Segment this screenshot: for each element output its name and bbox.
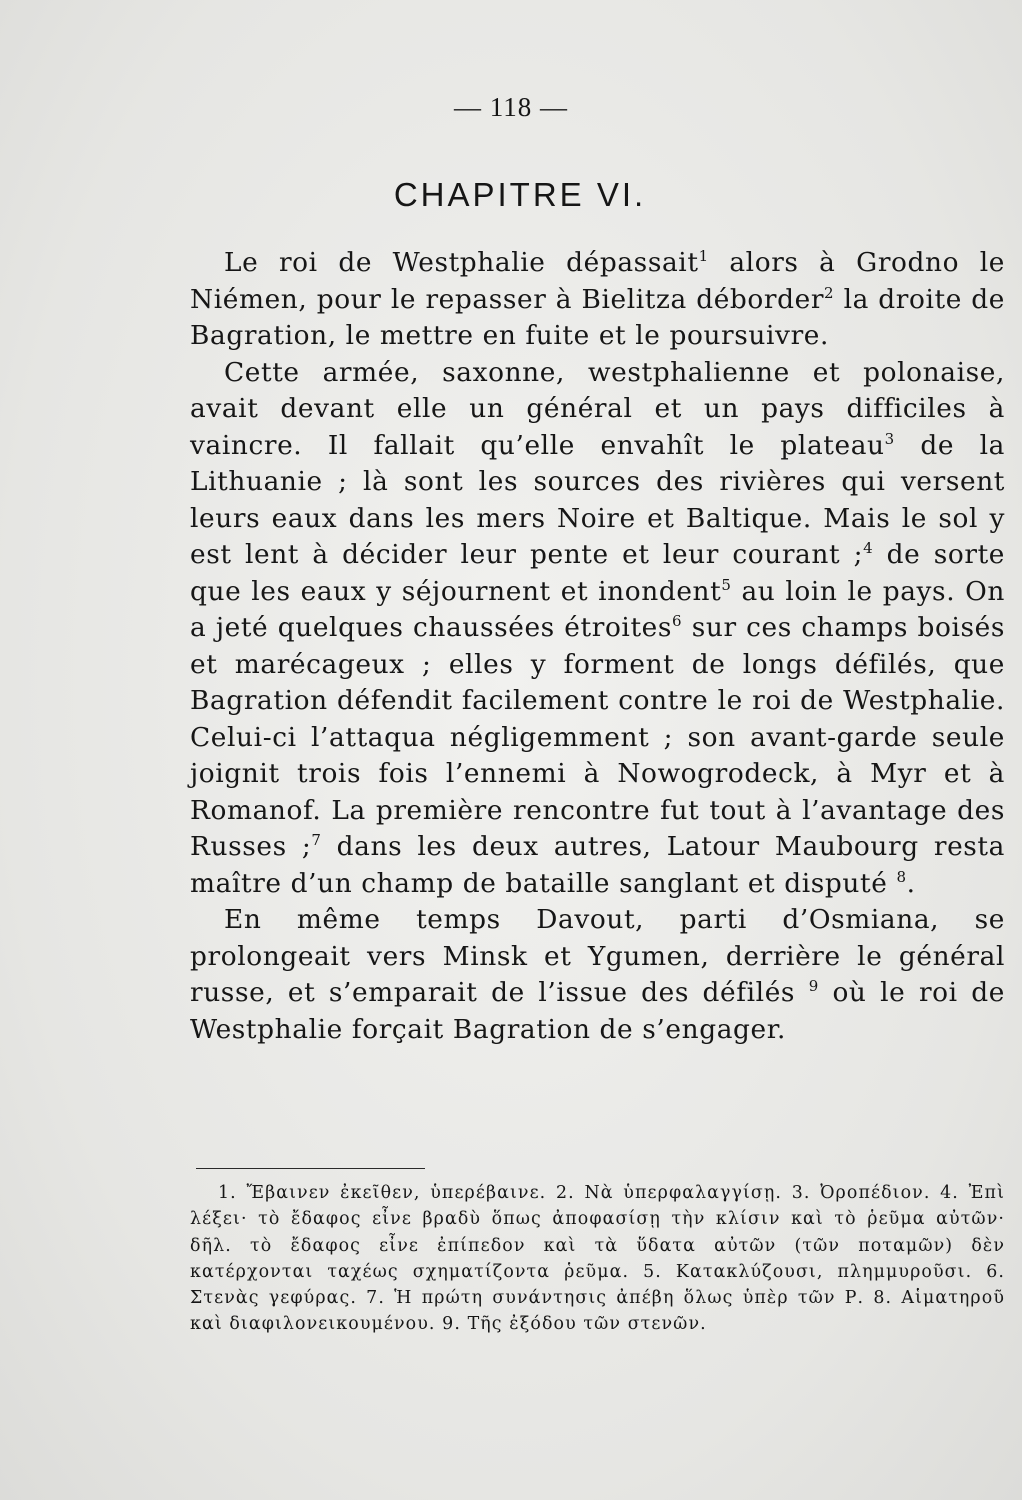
text-segment: alors à Grodno le Niémen, pour le repasser à Bielitza déborder [190, 247, 1005, 315]
text-segment: au loin le pays. On a jeté quelques chaussées étroites [190, 575, 1005, 643]
note-ref-1: 1 [698, 247, 709, 265]
note-ref-2: 2 [824, 283, 835, 302]
paragraph-1 [190, 245, 1005, 355]
page-number: — 118 — [454, 92, 568, 122]
text-segment: de la Lithuanie ; là sont les sources des rivières qui versent leurs eaux dans les mers Noire et Baltique. Mais le sol y est lent à décider leur pente et leur courant ; [190, 429, 1006, 570]
text-segment: dans les deux autres, Latour Maubourg resta maître d’un champ de bataille sanglant et disputé [190, 831, 1005, 899]
note-ref-7: 7 [311, 831, 322, 849]
note-ref-8: 8 [896, 867, 907, 886]
note-ref-3: 3 [884, 429, 895, 448]
note-ref-4: 4 [863, 539, 874, 557]
footnote-divider [196, 1168, 425, 1169]
text-segment: la droite de Bagration, le mettre en fuite et le poursuivre. [190, 283, 1006, 351]
text-segment: En même temps Davout, parti d’Osmiana, se prolongeait vers Minsk et Ygumen, derrière le général russe, et s’emparait de l’issue des défilés [190, 904, 1005, 1008]
text-segment: Le roi de Westphalie dépassait [224, 247, 699, 278]
note-ref-9: 9 [808, 977, 819, 995]
footnotes: 1. Ἔβαινεν ἐκεῖθεν, ὑπερέβαινε. 2. Νὰ ὑπερφαλαγγίσῃ. 3. Ὀροπέδιον. 4. Ἐπὶ λέξει· τὸ ἔδαφος εἶνε βραδὺ ὅπως ἀποφασίσῃ τὴν κλίσιν καὶ τὸ ῥεῦμα αὐτῶν· δῆλ. τὸ ἔδαφος εἶνε ἐπίπεδον καὶ τὰ ὕδατα αὐτῶν (τῶν ποταμῶν) δὲν κατέρχονται ταχέως σχηματίζοντα ῥεῦμα. 5. Κατακλύζουσι, πλημμυροῦσι. 6. Στενὰς γεφύρας. 7. Ἡ πρώτη συνάντησις ἀπέβη ὅλως ὑπὲρ τῶν Ρ. 8. Αἱματηροῦ καὶ διαφιλονεικουμένου. 9. Τῆς ἐξόδου τῶν στενῶν. [190, 1183, 1005, 1335]
text-segment: Cette armée, saxonne, westphalienne et polonaise, avait devant elle un général et un pays difficiles à vaincre. Il fallait qu’elle envahît le plateau [190, 356, 1005, 461]
text-segment: . [906, 867, 916, 899]
note-ref-5: 5 [721, 575, 732, 594]
text-segment: de sorte que les eaux y séjournent et inondent [190, 539, 1005, 607]
text-segment: sur ces champs boisés et marécageux ; elles y forment de longs défilés, que Bagration défendit facilement contre le roi de Westphalie. Celui-ci l’attaqua négligemment ; son avant-garde seule joignit trois fois l’ennemi à Nowogrodeck, à Myr et à Romanof. La première rencontre fut tout à l’avantage des Russes ; [190, 612, 1005, 862]
paragraph-2 [190, 355, 1005, 903]
note-ref-6: 6 [672, 612, 683, 630]
text-segment: où le roi de Westphalie forçait Bagration de s’engager. [190, 977, 1005, 1045]
main-text [190, 245, 1005, 1048]
chapter-title: CHAPITRE VI. [393, 176, 647, 213]
paragraph-3 [190, 902, 1005, 1048]
